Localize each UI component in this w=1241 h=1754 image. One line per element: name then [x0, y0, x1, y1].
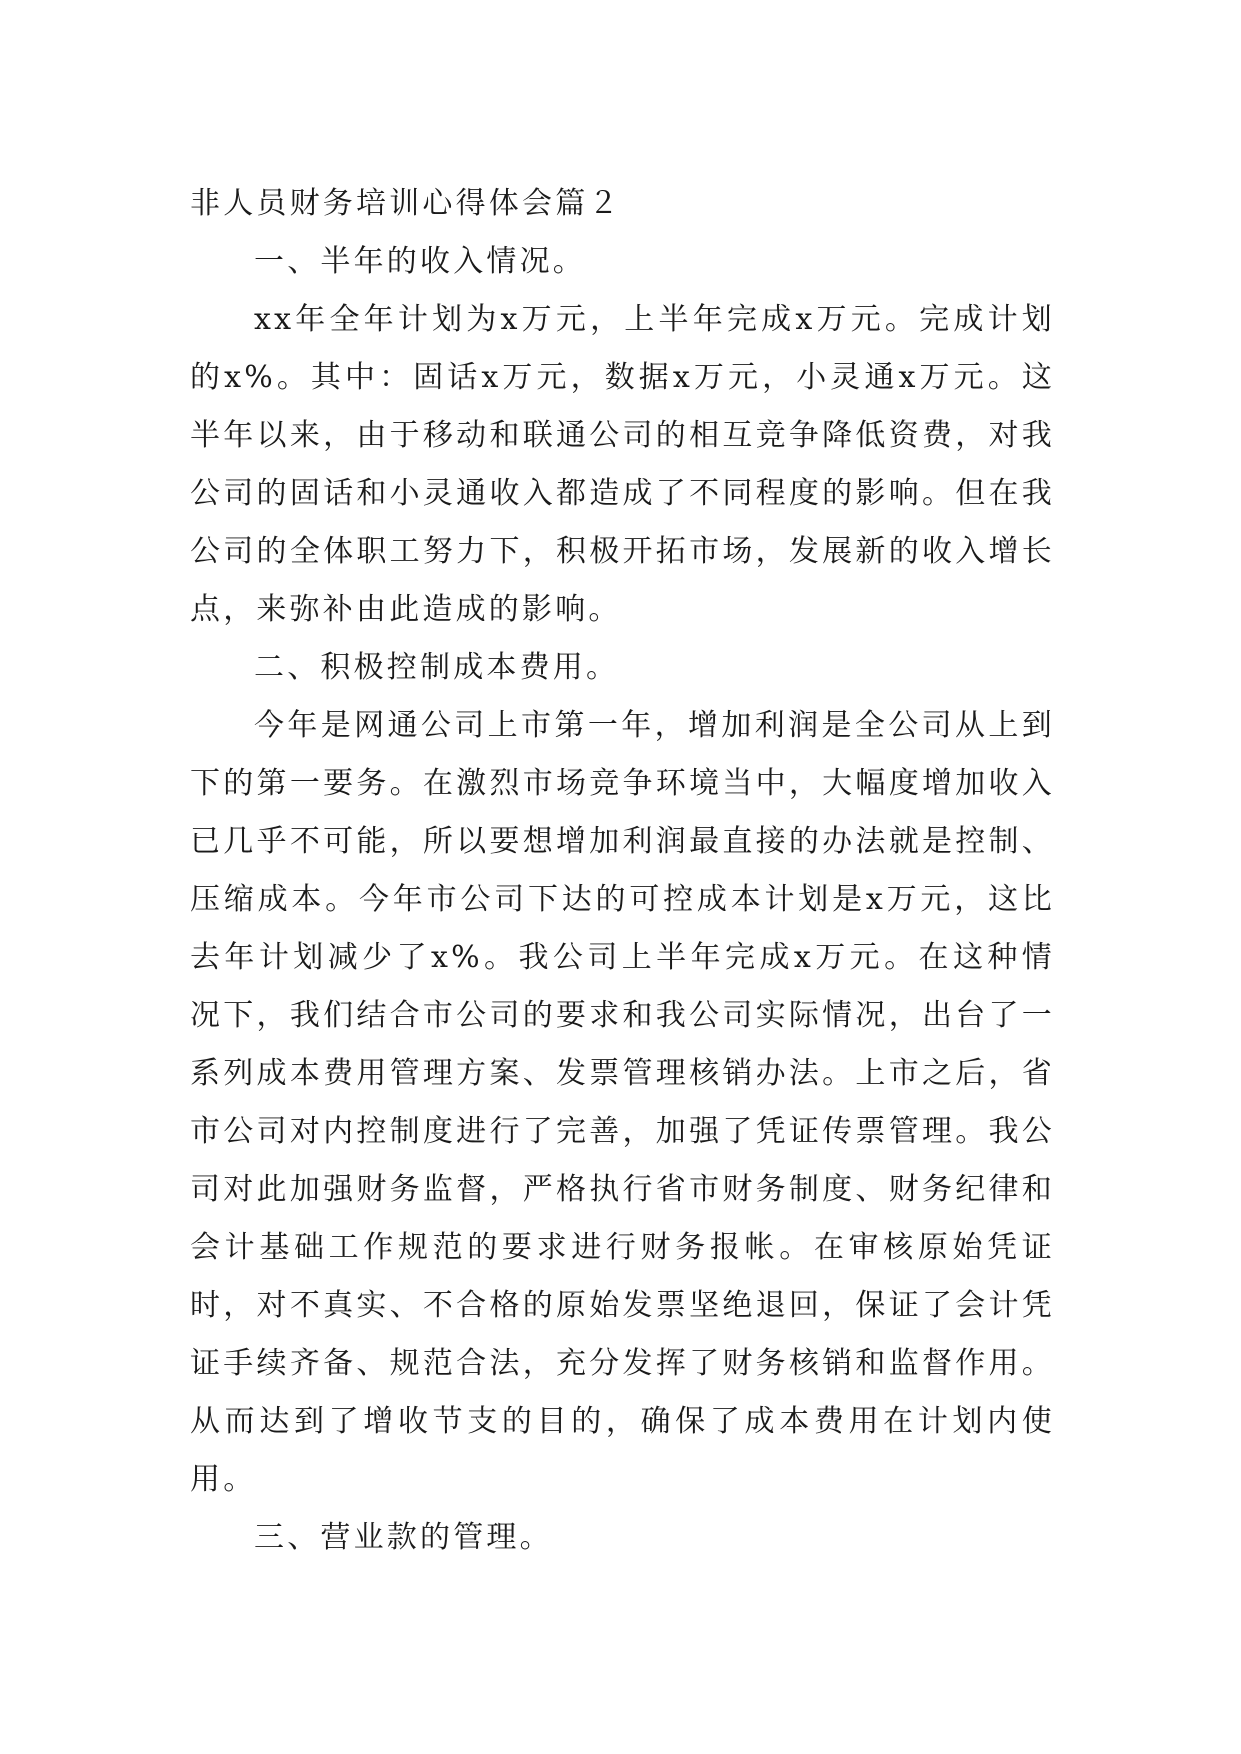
document-body [190, 175, 1055, 1567]
paragraph-cost-control: 今年是网通公司上市第一年，增加利润是全公司从上到下的第一要务。在激烈市场竞争环境当中，大幅度增加收入已几乎不可能，所以要想增加利润最直接的办法就是控制、压缩成本。今年市公司下达的可控成本计划是x万元，这比去年计划减少了x%。我公司上半年完成x万元。在这种情况下，我们结合市公司的要求和我公司实际情况，出台了一系列成本费用管理方案、发票管理核销办法。上市之后，省市公司对内控制度进行了完善，加强了凭证传票管理。我公司对此加强财务监督，严格执行省市财务制度、财务纪律和会计基础工作规范的要求进行财务报帐。在审核原始凭证时，对不真实、不合格的原始发票坚绝退回，保证了会计凭证手续齐备、规范合法，充分发挥了财务核销和监督作用。从而达到了增收节支的目的，确保了成本费用在计划内使用。 [190, 708, 1055, 1497]
paragraph-income: xx年全年计划为x万元，上半年完成x万元。完成计划的x%。其中：固话x万元，数据x万元，小灵通x万元。这半年以来，由于移动和联通公司的相互竞争降低资费，对我公司的固话和小灵通收入都造成了不同程度的影响。但在我公司的全体职工努力下，积极开拓市场，发展新的收入增长点，来弥补由此造成的影响。 [190, 302, 1055, 627]
section-heading-income: 一、半年的收入情况。 [254, 244, 586, 279]
document-title: 非人员财务培训心得体会篇２ [190, 186, 622, 221]
section-heading-cost-control: 二、积极控制成本费用。 [254, 650, 620, 685]
section-heading-business-funds: 三、营业款的管理。 [254, 1520, 553, 1555]
